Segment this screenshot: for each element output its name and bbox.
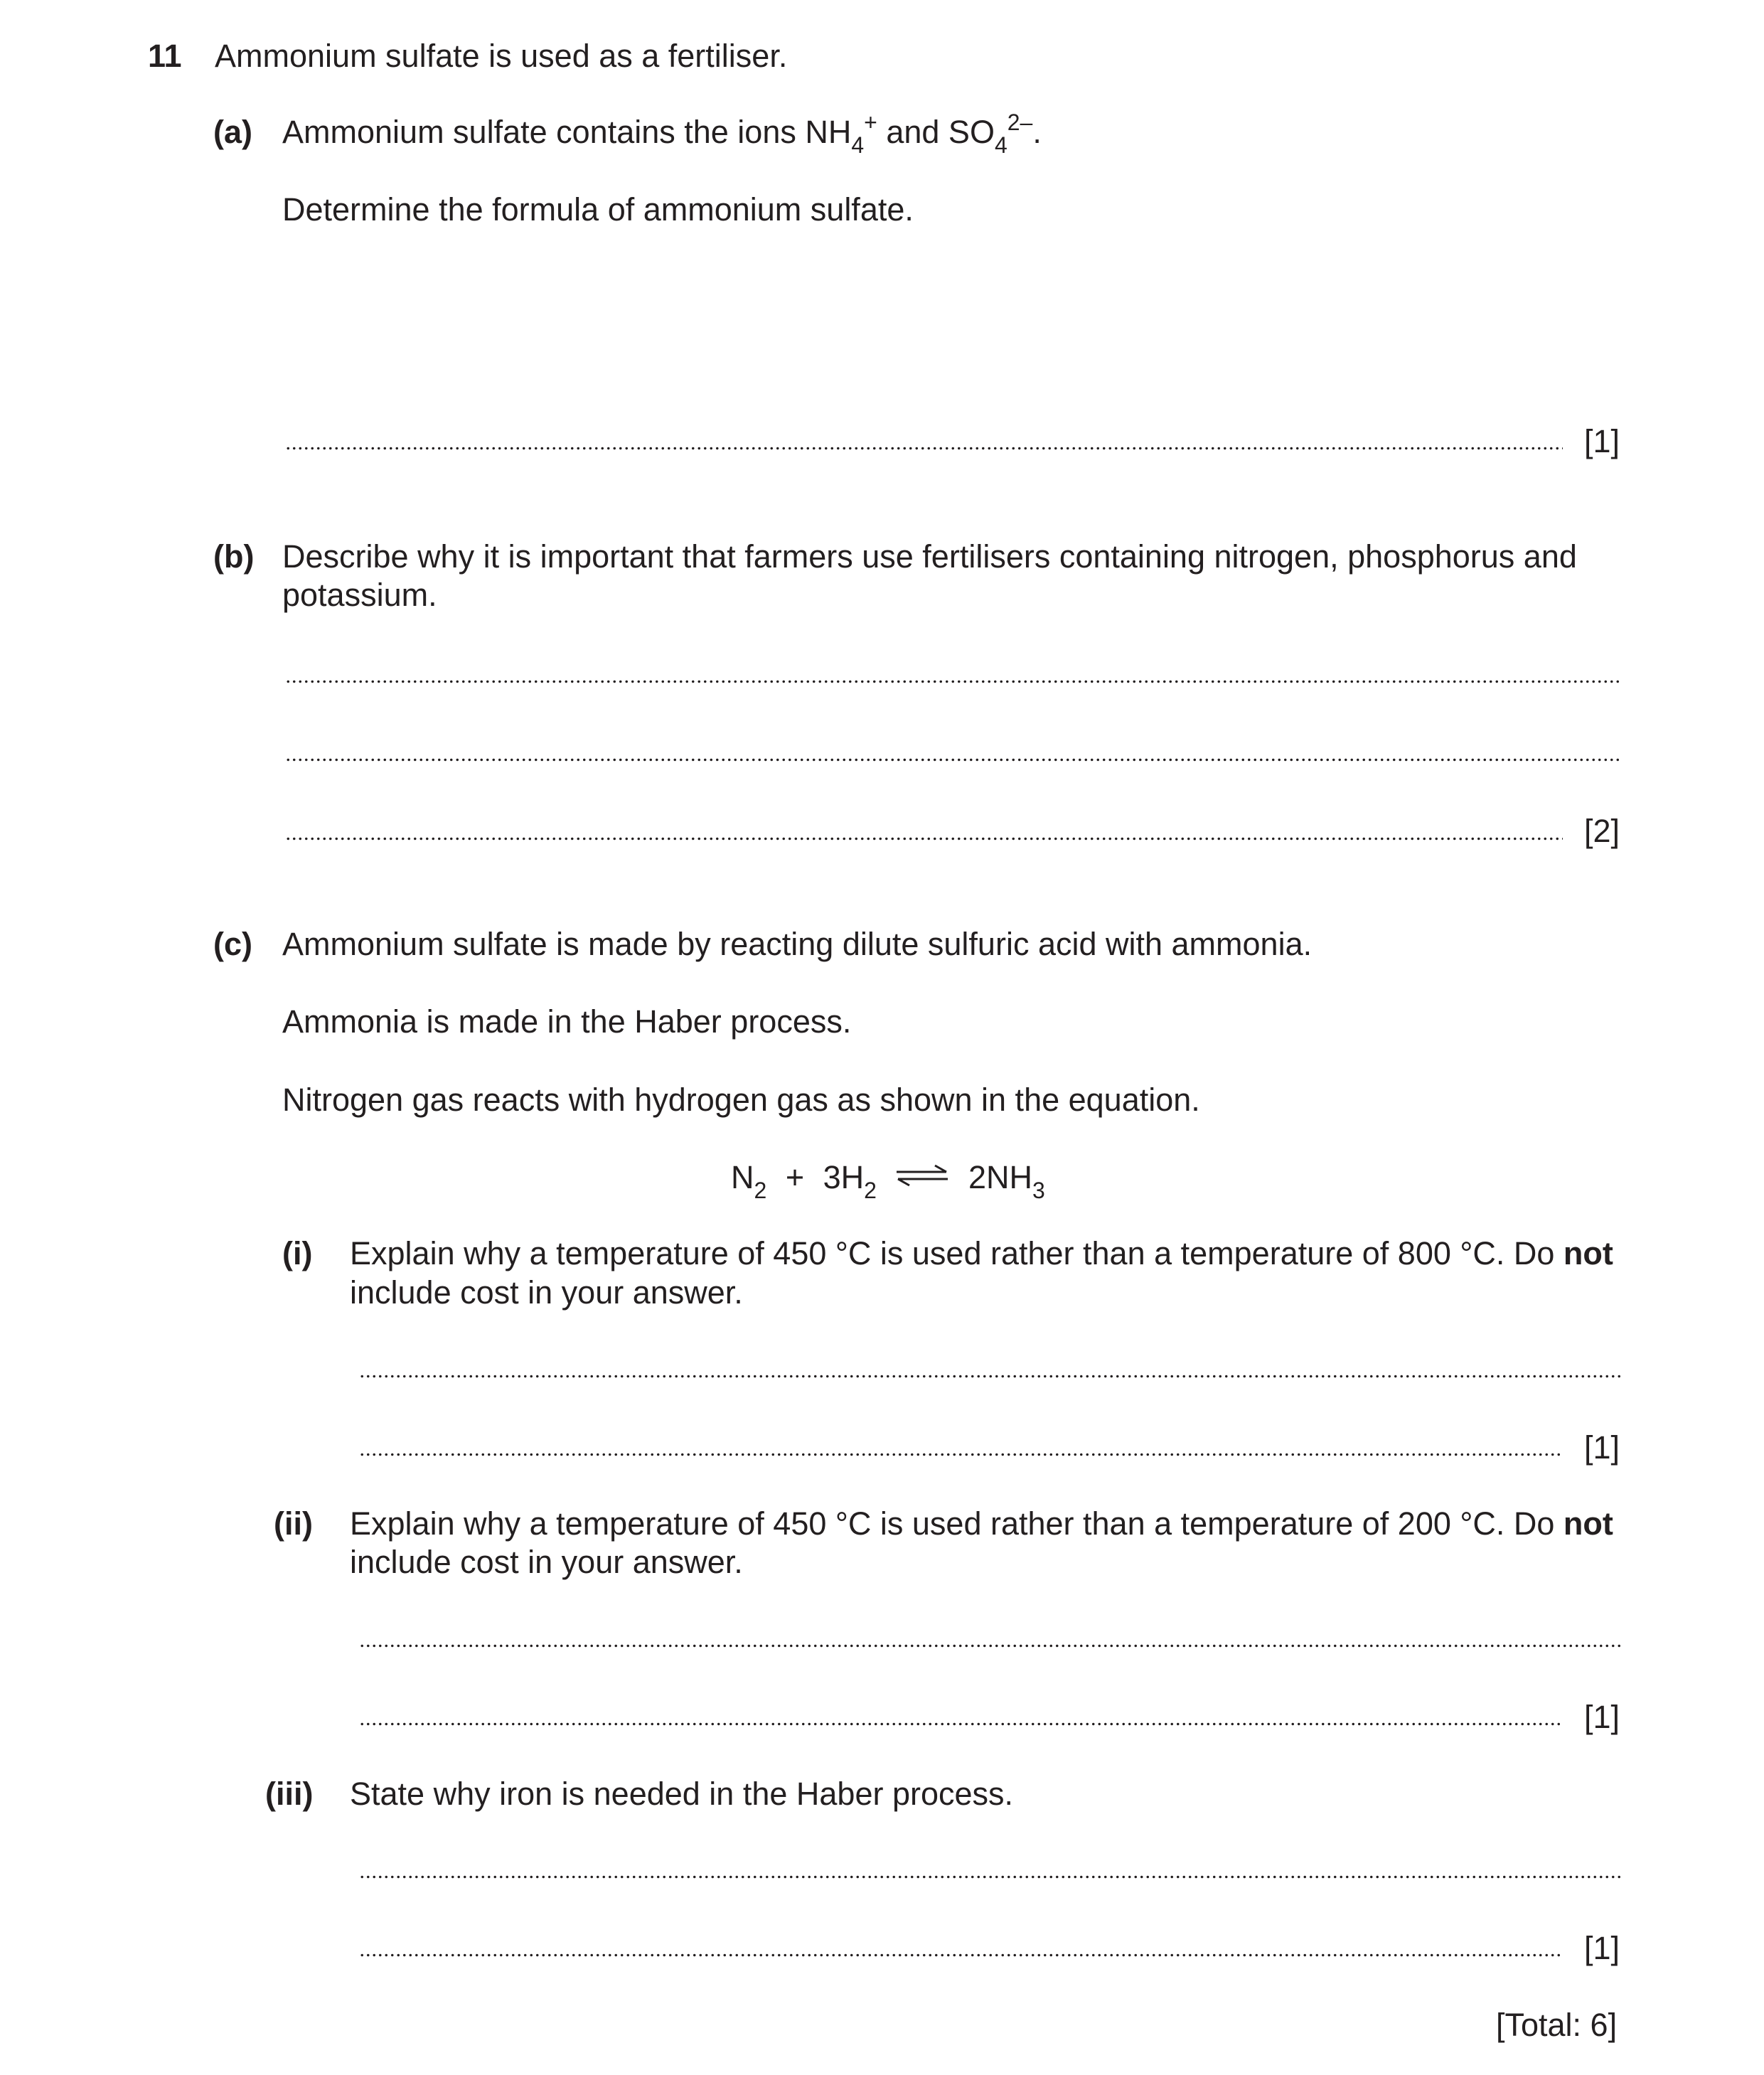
part-a-instruction: Determine the formula of ammonium sulfate. xyxy=(282,191,914,228)
part-a-label: (a) xyxy=(213,114,252,150)
part-c-i-line2: include cost in your answer. xyxy=(350,1274,743,1311)
part-c-iii-label: (iii) xyxy=(265,1776,314,1812)
part-c-label: (c) xyxy=(213,926,252,962)
part-a-mark: [1] xyxy=(1584,423,1620,459)
part-b-answer-line-3[interactable] xyxy=(285,837,1563,841)
part-c-iii-answer-line-1[interactable] xyxy=(359,1875,1620,1879)
part-c-i-line1: Explain why a temperature of 450 °C is used rather than a temperature of 800 °C. Do not xyxy=(350,1235,1613,1271)
total-marks: [Total: 6] xyxy=(1496,2007,1618,2043)
question-intro: Ammonium sulfate is used as a fertiliser. xyxy=(215,38,788,74)
part-a-answer-line[interactable] xyxy=(285,447,1563,450)
part-b-line1: Describe why it is important that farmers use fertilisers containing nitrogen, phosphorus and xyxy=(282,538,1577,575)
part-c-ii-line1: Explain why a temperature of 450 °C is used rather than a temperature of 200 °C. Do not xyxy=(350,1505,1613,1542)
part-b-label: (b) xyxy=(213,538,255,575)
part-c-ii-label: (ii) xyxy=(274,1505,313,1542)
part-c-i-answer-line-1[interactable] xyxy=(359,1375,1620,1378)
part-c-i-mark: [1] xyxy=(1584,1429,1620,1466)
part-c-ii-answer-line-1[interactable] xyxy=(359,1644,1620,1648)
part-b-line2: potassium. xyxy=(282,577,437,613)
part-c-line3: Nitrogen gas reacts with hydrogen gas as shown in the equation. xyxy=(282,1082,1200,1118)
part-c-i-label: (i) xyxy=(282,1235,313,1271)
part-c-iii-mark: [1] xyxy=(1584,1930,1620,1966)
part-b-mark: [2] xyxy=(1584,813,1620,849)
equilibrium-arrow-icon xyxy=(895,1164,949,1187)
part-c-iii-answer-line-2[interactable] xyxy=(359,1953,1563,1957)
haber-equation: $N_2 + 3H_2$ $2NH_3$ xyxy=(731,1159,1045,1203)
part-b-answer-line-2[interactable] xyxy=(285,758,1620,762)
part-c-ii-line2: include cost in your answer. xyxy=(350,1544,743,1580)
part-a-ions-text: Ammonium sulfate contains the ions $NH_4^+$ and $SO_4^{2-}$. xyxy=(282,110,1042,158)
part-c-line2: Ammonia is made in the Haber process. xyxy=(282,1003,852,1040)
part-c-iii-line1: State why iron is needed in the Haber process. xyxy=(350,1776,1014,1812)
part-c-line1: Ammonium sulfate is made by reacting dilute sulfuric acid with ammonia. xyxy=(282,926,1313,962)
part-c-i-answer-line-2[interactable] xyxy=(359,1453,1563,1456)
part-c-ii-answer-line-2[interactable] xyxy=(359,1722,1563,1726)
part-b-answer-line-1[interactable] xyxy=(285,680,1620,683)
question-number: 11 xyxy=(148,38,182,74)
part-c-ii-mark: [1] xyxy=(1584,1699,1620,1735)
